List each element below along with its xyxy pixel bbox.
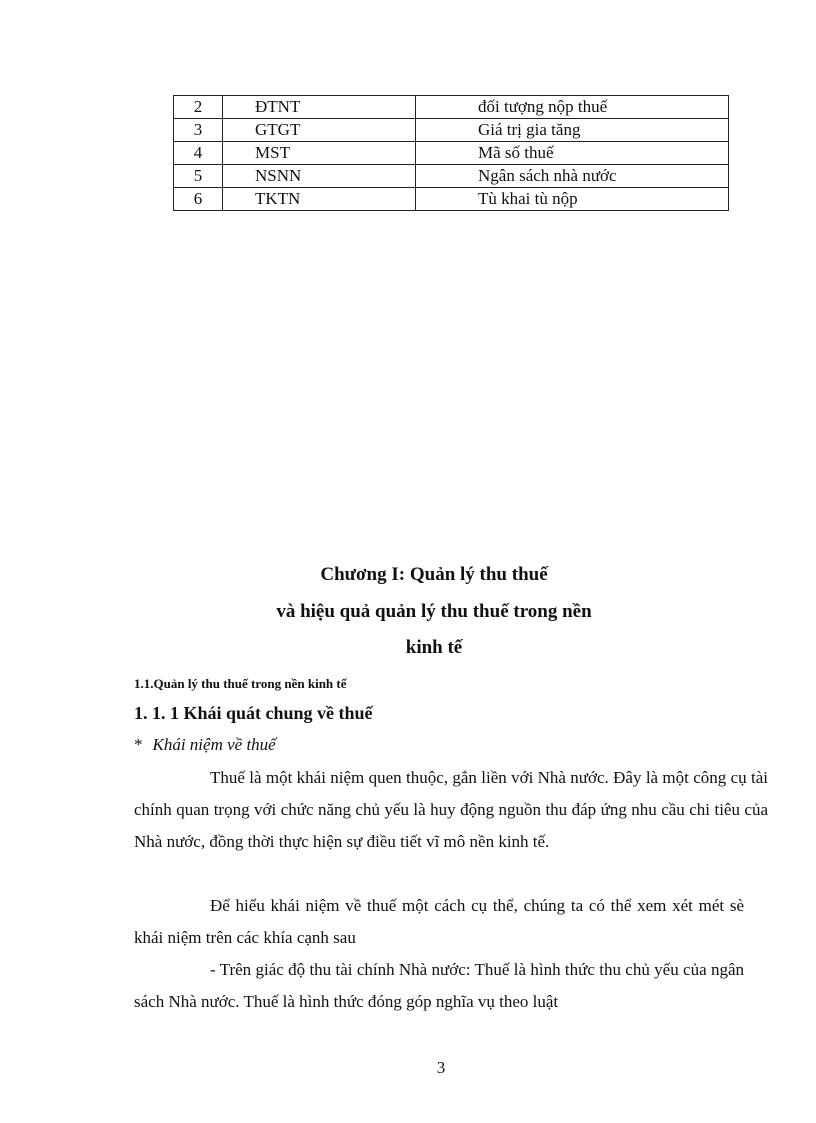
row-meaning: Tù khai tù nộp bbox=[416, 188, 729, 211]
row-meaning: đối tượng nộp thuế bbox=[416, 96, 729, 119]
row-abbreviation: NSNN bbox=[223, 165, 416, 188]
section-heading-1-1: 1.1.Quản lý thu thuế trong nền kinh tế bbox=[134, 676, 347, 691]
chapter-title-line-2: và hiệu quả quản lý thu thuế trong nền bbox=[276, 601, 592, 622]
row-number: 4 bbox=[174, 142, 223, 165]
row-number: 5 bbox=[174, 165, 223, 188]
row-meaning: Ngân sách nhà nước bbox=[416, 165, 729, 188]
page-number: 3 bbox=[436, 1058, 446, 1077]
abbreviation-table bbox=[173, 95, 729, 211]
chapter-title-line-3: kinh tế bbox=[405, 637, 463, 658]
table-row bbox=[174, 142, 729, 165]
paragraph-aspects-intro: Để hiểu khái niệm về thuế một cách cụ thể, chúng ta có thể xem xét mét sè khái niệm trên các khía cạnh sau bbox=[134, 896, 744, 947]
row-meaning: Giá trị gia tăng bbox=[416, 119, 729, 142]
row-abbreviation: GTGT bbox=[223, 119, 416, 142]
section-heading-1-1-1: 1. 1. 1 Khái quát chung về thuế bbox=[134, 703, 373, 723]
paragraph-state-finance-view: - Trên giác độ thu tài chính Nhà nước: Thuế là hình thức thu chủ yếu của ngân sách Nhà nước. Thuế là hình thức đóng góp nghĩa vụ theo luật bbox=[134, 960, 744, 1011]
table-row bbox=[174, 188, 729, 211]
table-row bbox=[174, 119, 729, 142]
table-row bbox=[174, 96, 729, 119]
row-abbreviation: ĐTNT bbox=[223, 96, 416, 119]
row-number: 3 bbox=[174, 119, 223, 142]
row-abbreviation: MST bbox=[223, 142, 416, 165]
row-number: 2 bbox=[174, 96, 223, 119]
concept-subheading bbox=[134, 734, 276, 756]
paragraph-tax-definition: Thuế là một khái niệm quen thuộc, gắn liền với Nhà nước. Đây là một công cụ tài chính quan trọng với chức năng chủ yếu là huy động nguồn thu đáp ứng nhu cầu chi tiêu của Nhà nước, đồng thời thực hiện sự điều tiết vĩ mô nền kinh tế. bbox=[134, 768, 768, 851]
row-abbreviation: TKTN bbox=[223, 188, 416, 211]
bullet-marker: * bbox=[134, 735, 143, 754]
row-number: 6 bbox=[174, 188, 223, 211]
chapter-title-line-1: Chương I: Quản lý thu thuế bbox=[320, 564, 548, 585]
subheading-text: Khái niệm về thuế bbox=[152, 735, 276, 754]
row-meaning: Mã số thuế bbox=[416, 142, 729, 165]
table-row bbox=[174, 165, 729, 188]
